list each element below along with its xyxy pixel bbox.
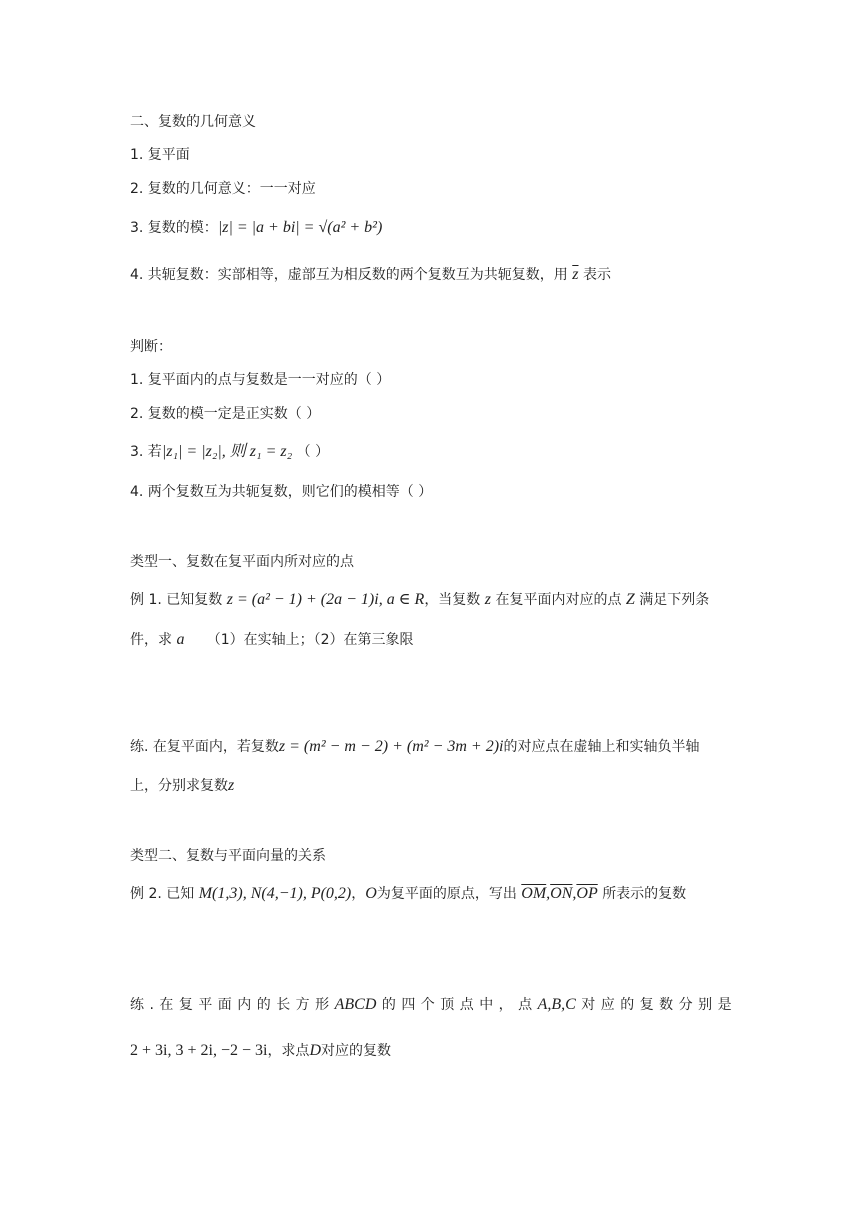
practice2-word: 数 [659, 997, 674, 1013]
practice2-word: 个 [420, 997, 435, 1013]
practice2-D: D [309, 1042, 321, 1059]
practice2-word: 平 [198, 997, 213, 1013]
practice2-formula: 2 + 3i, 3 + 2i, −2 − 3i [130, 1042, 268, 1059]
ex2-prefix: 例 2. 已知 [130, 886, 195, 902]
ex2-mid: 为复平面的原点，写出 [376, 886, 517, 902]
modulus-formula: |z| = |a + bi| = √(a² + b²) [217, 219, 383, 236]
section-heading: 类型一、复数在复平面内所对应的点 [130, 554, 354, 570]
practice2-word: 的 [256, 997, 271, 1013]
section-heading: 判断： [130, 339, 172, 355]
practice1-formula: z = (m² − m − 2) + (m² − 3m + 2)i [278, 738, 504, 755]
judgment-item [130, 442, 329, 462]
ex1-tail: 满足下列条 [639, 592, 710, 608]
ex2-tail: 所表示的复数 [602, 886, 687, 902]
practice2-word: 方 [295, 997, 310, 1013]
practice2-mid: ，求点 [267, 1043, 310, 1059]
practice-2-line-1 [130, 995, 732, 1015]
practice1-line2: 上，分别求复数 [130, 778, 228, 794]
judgment-item: 4. 两个复数互为共轭复数，则它们的模相等（ ） [130, 484, 433, 500]
practice2-word: 复 [178, 997, 193, 1013]
list-item-conjugate [130, 265, 611, 285]
list-item: 2. 复数的几何意义：一一对应 [130, 181, 316, 197]
practice2-word: ， [498, 997, 513, 1013]
judgment-q3-formula: |z₁| = |z₂|, 则 z₁ = z₂ [161, 443, 293, 460]
judgment-q3-prefix: 3. 若 [130, 444, 162, 460]
practice2-word: . [149, 997, 154, 1013]
practice2-word: 的 [381, 997, 396, 1013]
practice2-word: 点 [459, 997, 474, 1013]
practice2-word: 在 [159, 997, 174, 1013]
practice2-word: 长 [276, 997, 291, 1013]
vector-op: $\overline{OP}$ [576, 885, 598, 902]
practice2-word: 中 [479, 997, 494, 1013]
judgment-q3-suffix: （ ） [296, 444, 330, 460]
practice2-word: 应 [600, 997, 615, 1013]
conjugate-tail: 表示 [582, 267, 611, 283]
practice2-word: 是 [717, 997, 732, 1013]
ex2-vector-list: $\overline{OM},\overline{ON},\overline{OP}$ [521, 885, 598, 902]
conjugate-text: 4. 共轭复数：实部相等，虚部互为相反数的两个复数互为共轭复数，用 [130, 267, 568, 283]
practice2-word: 顶 [440, 997, 455, 1013]
conjugate-symbol: $\overline{z}$ [572, 266, 579, 283]
ex1-prefix: 例 1. 已知复数 [130, 592, 223, 608]
practice2-word: 内 [237, 997, 252, 1013]
list-item: 1. 复平面 [130, 147, 190, 163]
vector-on: $\overline{ON}$ [550, 885, 573, 902]
practice-2-line-2 [130, 1041, 391, 1061]
example-2 [130, 884, 686, 904]
ex1-formula: z = (a² − 1) + (2a − 1)i, a ∈ R [226, 591, 425, 608]
section-heading: 类型二、复数与平面向量的关系 [130, 848, 326, 864]
practice2-word: 点 [518, 997, 533, 1013]
list-item-modulus [130, 218, 382, 238]
section-heading: 二、复数的几何意义 [130, 114, 256, 130]
judgment-item: 2. 复数的模一定是正实数（ ） [130, 406, 321, 422]
practice1-z: z [228, 777, 235, 794]
practice2-word: 别 [698, 997, 713, 1013]
practice-1-line-1 [130, 737, 699, 757]
practice2-word: 复 [639, 997, 654, 1013]
ex2-comma: ， [351, 886, 366, 902]
practice2-word: 形 [315, 997, 330, 1013]
practice2-word: A,B,C [537, 996, 576, 1013]
practice2-word: 面 [217, 997, 232, 1013]
ex1-Z: Z [625, 591, 635, 608]
ex1-a: a [176, 631, 185, 648]
practice2-word: 对 [581, 997, 596, 1013]
practice2-tail: 对应的复数 [321, 1043, 391, 1059]
ex2-origin: O [365, 885, 377, 902]
practice-1-line-2 [130, 776, 234, 796]
ex1-mid: ，当复数 [424, 592, 481, 608]
modulus-label: 3. 复数的模： [130, 220, 218, 236]
vector-om: $\overline{OM}$ [521, 885, 547, 902]
practice2-word: 练 [130, 997, 144, 1013]
example-1-line-1 [130, 590, 709, 610]
practice2-word: 分 [678, 997, 693, 1013]
example-1-line-2 [130, 630, 414, 650]
ex2-points: M(1,3), N(4,−1), P(0,2) [198, 885, 352, 902]
practice2-word: ABCD [334, 996, 377, 1013]
practice1-prefix: 练. 在复平面内，若复数 [130, 739, 279, 755]
judgment-item: 1. 复平面内的点与复数是一一对应的（ ） [130, 372, 391, 388]
practice2-word: 四 [401, 997, 416, 1013]
ex1-z: z [484, 591, 491, 608]
ex1-line2-prefix: 件，求 [130, 632, 172, 648]
practice2-word: 的 [620, 997, 635, 1013]
ex1-mid2: 在复平面内对应的点 [495, 592, 622, 608]
ex1-line2-tail: （1）在实轴上；（2）在第三象限 [206, 632, 414, 648]
practice1-tail: 的对应点在虚轴上和实轴负半轴 [503, 739, 700, 755]
